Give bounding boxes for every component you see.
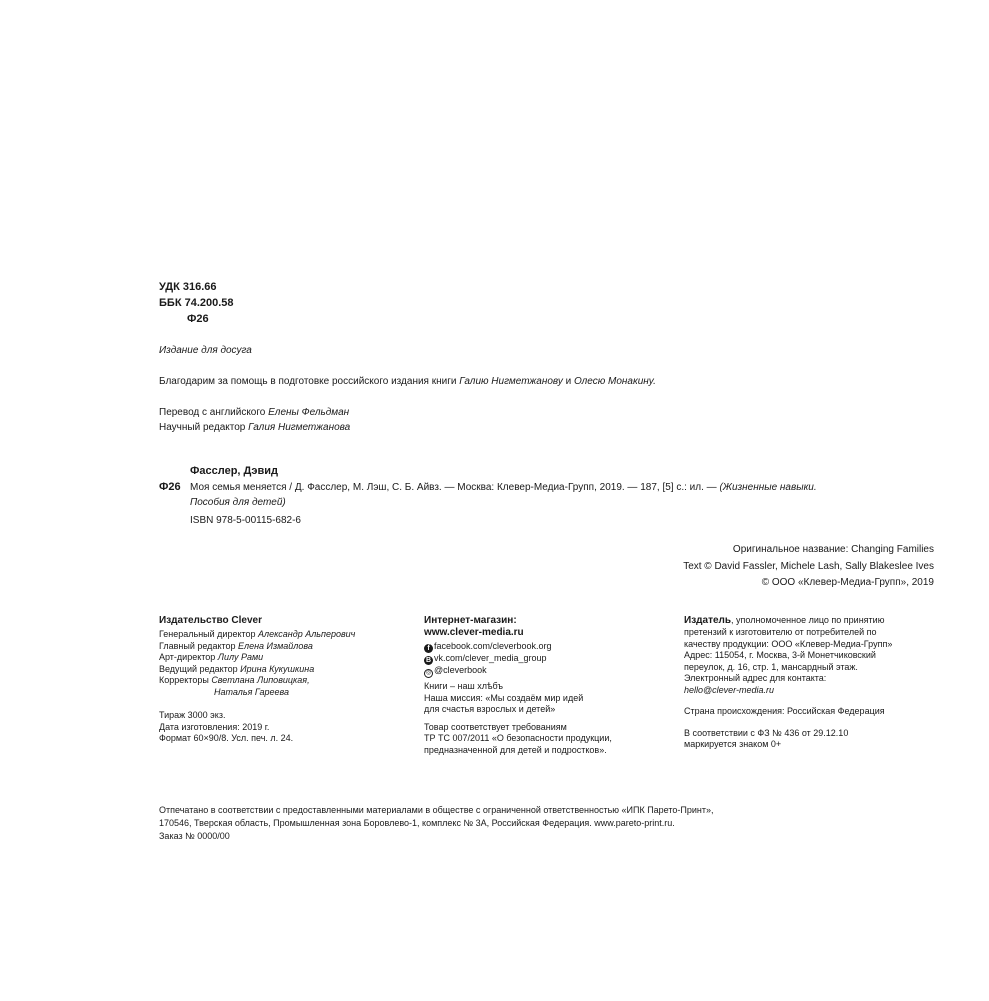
- acknowledgement-name-1: Галию Нигметжанову: [459, 376, 563, 387]
- importer-heading: Издатель: [684, 615, 732, 626]
- edition-type: Издание для досуга: [159, 345, 252, 356]
- acknowledgement-name-2: Олесю Монакину.: [573, 376, 656, 387]
- shop-column: [424, 615, 612, 756]
- importer-column: [684, 615, 892, 751]
- importer-line-2: претензий к изготовителю от потребителей по: [684, 627, 877, 637]
- staff-row: [159, 687, 355, 699]
- bibliographic-mark: Ф26: [159, 481, 181, 493]
- staff-role: Главный редактор: [159, 640, 239, 651]
- staff-row: [159, 652, 355, 664]
- staff-name: Ирина Кукушкина: [240, 663, 315, 674]
- printing-line-1: Отпечатано в соответствии с предоставленными материалами в обществе с ограниченной ответственностью «ИПК Парето-Принт»,: [159, 805, 714, 815]
- staff-name: Александр Альперович: [258, 629, 356, 639]
- social-link-vk[interactable]: [424, 653, 612, 665]
- motto: Книги – наш хлѣбъ: [424, 681, 504, 691]
- instagram-icon: ◎: [425, 670, 432, 676]
- staff-role: Ведущий редактор: [159, 663, 241, 674]
- text-copyright: Text © David Fassler, Michele Lash, Sally Blakeslee Ives: [683, 561, 934, 572]
- printing-line-2: 170546, Тверская область, Промышленная зона Боровлево-1, комплекс № 3А, Российская Федерация. www.pareto-print.ru.: [159, 818, 675, 828]
- bibliographic-description-text: Моя семья меняется / Д. Фасслер, М. Лэш, С. Б. Айвз. — Москва: Клевер-Медиа-Групп, 2019. — 187, [5] с.: ил. —: [190, 482, 720, 493]
- law-line-2: маркируется знаком 0+: [684, 739, 782, 749]
- acknowledgement-text: Благодарим за помощь в подготовке российского издания книги: [159, 376, 460, 387]
- bibliographic-description: [190, 482, 817, 494]
- order-number: Заказ № 0000/00: [159, 831, 230, 841]
- staff-role: Корректоры: [159, 675, 212, 685]
- email-link[interactable]: hello@clever-media.ru: [684, 684, 775, 695]
- staff-name: Наталья Гареева: [214, 686, 290, 697]
- translation-label: Перевод с английского: [159, 407, 269, 418]
- conformity-line-1: Товар соответствует требованиям: [424, 721, 567, 732]
- scientific-editor-name: Галия Нигметжанова: [248, 422, 351, 433]
- staff-role: Генеральный директор: [159, 629, 259, 639]
- scientific-editor-label: Научный редактор: [159, 422, 249, 433]
- importer-line-1-text: , уполномоченное лицо по принятию: [731, 615, 885, 625]
- print-run: Тираж 3000 экз.: [159, 710, 226, 720]
- importer-line-1: [684, 615, 892, 627]
- udk-code: УДК 316.66: [159, 281, 217, 293]
- series-title-line-2: Пособия для детей): [190, 497, 286, 508]
- acknowledgement: [159, 376, 656, 388]
- social-link-text: vk.com/clever_media_group: [434, 653, 547, 663]
- shop-site-link[interactable]: www.clever-media.ru: [424, 627, 524, 638]
- author-mark: Ф26: [187, 313, 209, 325]
- shop-heading: Интернет-магазин:: [424, 615, 517, 626]
- publisher-copyright: © ООО «Клевер-Медиа-Групп», 2019: [761, 577, 934, 588]
- acknowledgement-conj: и: [562, 376, 574, 387]
- conformity-line-2: ТР ТС 007/2011 «О безопасности продукции,: [424, 733, 612, 743]
- email-label: Электронный адрес для контакта:: [684, 673, 827, 683]
- social-link-text: facebook.com/cleverbook.org: [434, 641, 552, 651]
- social-link-instagram[interactable]: [424, 665, 612, 678]
- social-link-facebook[interactable]: [424, 641, 612, 653]
- isbn: ISBN 978-5-00115-682-6: [190, 515, 301, 526]
- staff-row: [159, 675, 355, 687]
- manufacture-date: Дата изготовления: 2019 г.: [159, 721, 270, 732]
- translation-credit: [159, 407, 349, 419]
- facebook-icon: f: [424, 644, 433, 653]
- mission-line-1: Наша миссия: «Мы создаём мир идей: [424, 692, 584, 703]
- scientific-editor-credit: [159, 422, 350, 434]
- social-link-text: @cleverbook: [434, 665, 487, 675]
- importer-line-4: Адрес: 115054, г. Москва, 3-й Монетчиковский: [684, 650, 876, 660]
- law-line-1: В соответствии с ФЗ № 436 от 29.12.10: [684, 727, 849, 738]
- importer-line-3: качеству продукции: ООО «Клевер-Медиа-Групп»: [684, 638, 893, 649]
- book-format: Формат 60×90/8. Усл. печ. л. 24.: [159, 733, 294, 743]
- original-title: Оригинальное название: Changing Families: [732, 544, 934, 555]
- staff-row: [159, 629, 355, 641]
- series-title-line-1: (Жизненные навыки.: [719, 482, 817, 493]
- staff-name: Елена Измайлова: [238, 640, 313, 651]
- staff-row: [159, 641, 355, 653]
- publisher-heading: Издательство Clever: [159, 615, 262, 626]
- publisher-column: [159, 615, 355, 745]
- conformity-line-3: предназначенной для детей и подростков».: [424, 744, 607, 755]
- bbk-code: ББК 74.200.58: [159, 297, 234, 309]
- staff-row: [159, 664, 355, 676]
- country-of-origin: Страна происхождения: Российская Федерация: [684, 706, 885, 716]
- importer-line-5: переулок, д. 16, стр. 1, мансардный этаж.: [684, 661, 858, 672]
- translator-name: Елены Фельдман: [268, 407, 350, 418]
- staff-name: Светлана Липовицкая,: [211, 675, 310, 685]
- mission-line-2: для счастья взрослых и детей»: [424, 704, 556, 714]
- bibliographic-author: Фасслер, Дэвид: [190, 465, 278, 477]
- staff-role: Арт-директор: [159, 652, 218, 662]
- vk-icon: В: [425, 657, 432, 664]
- staff-name: Лилу Рами: [217, 652, 264, 662]
